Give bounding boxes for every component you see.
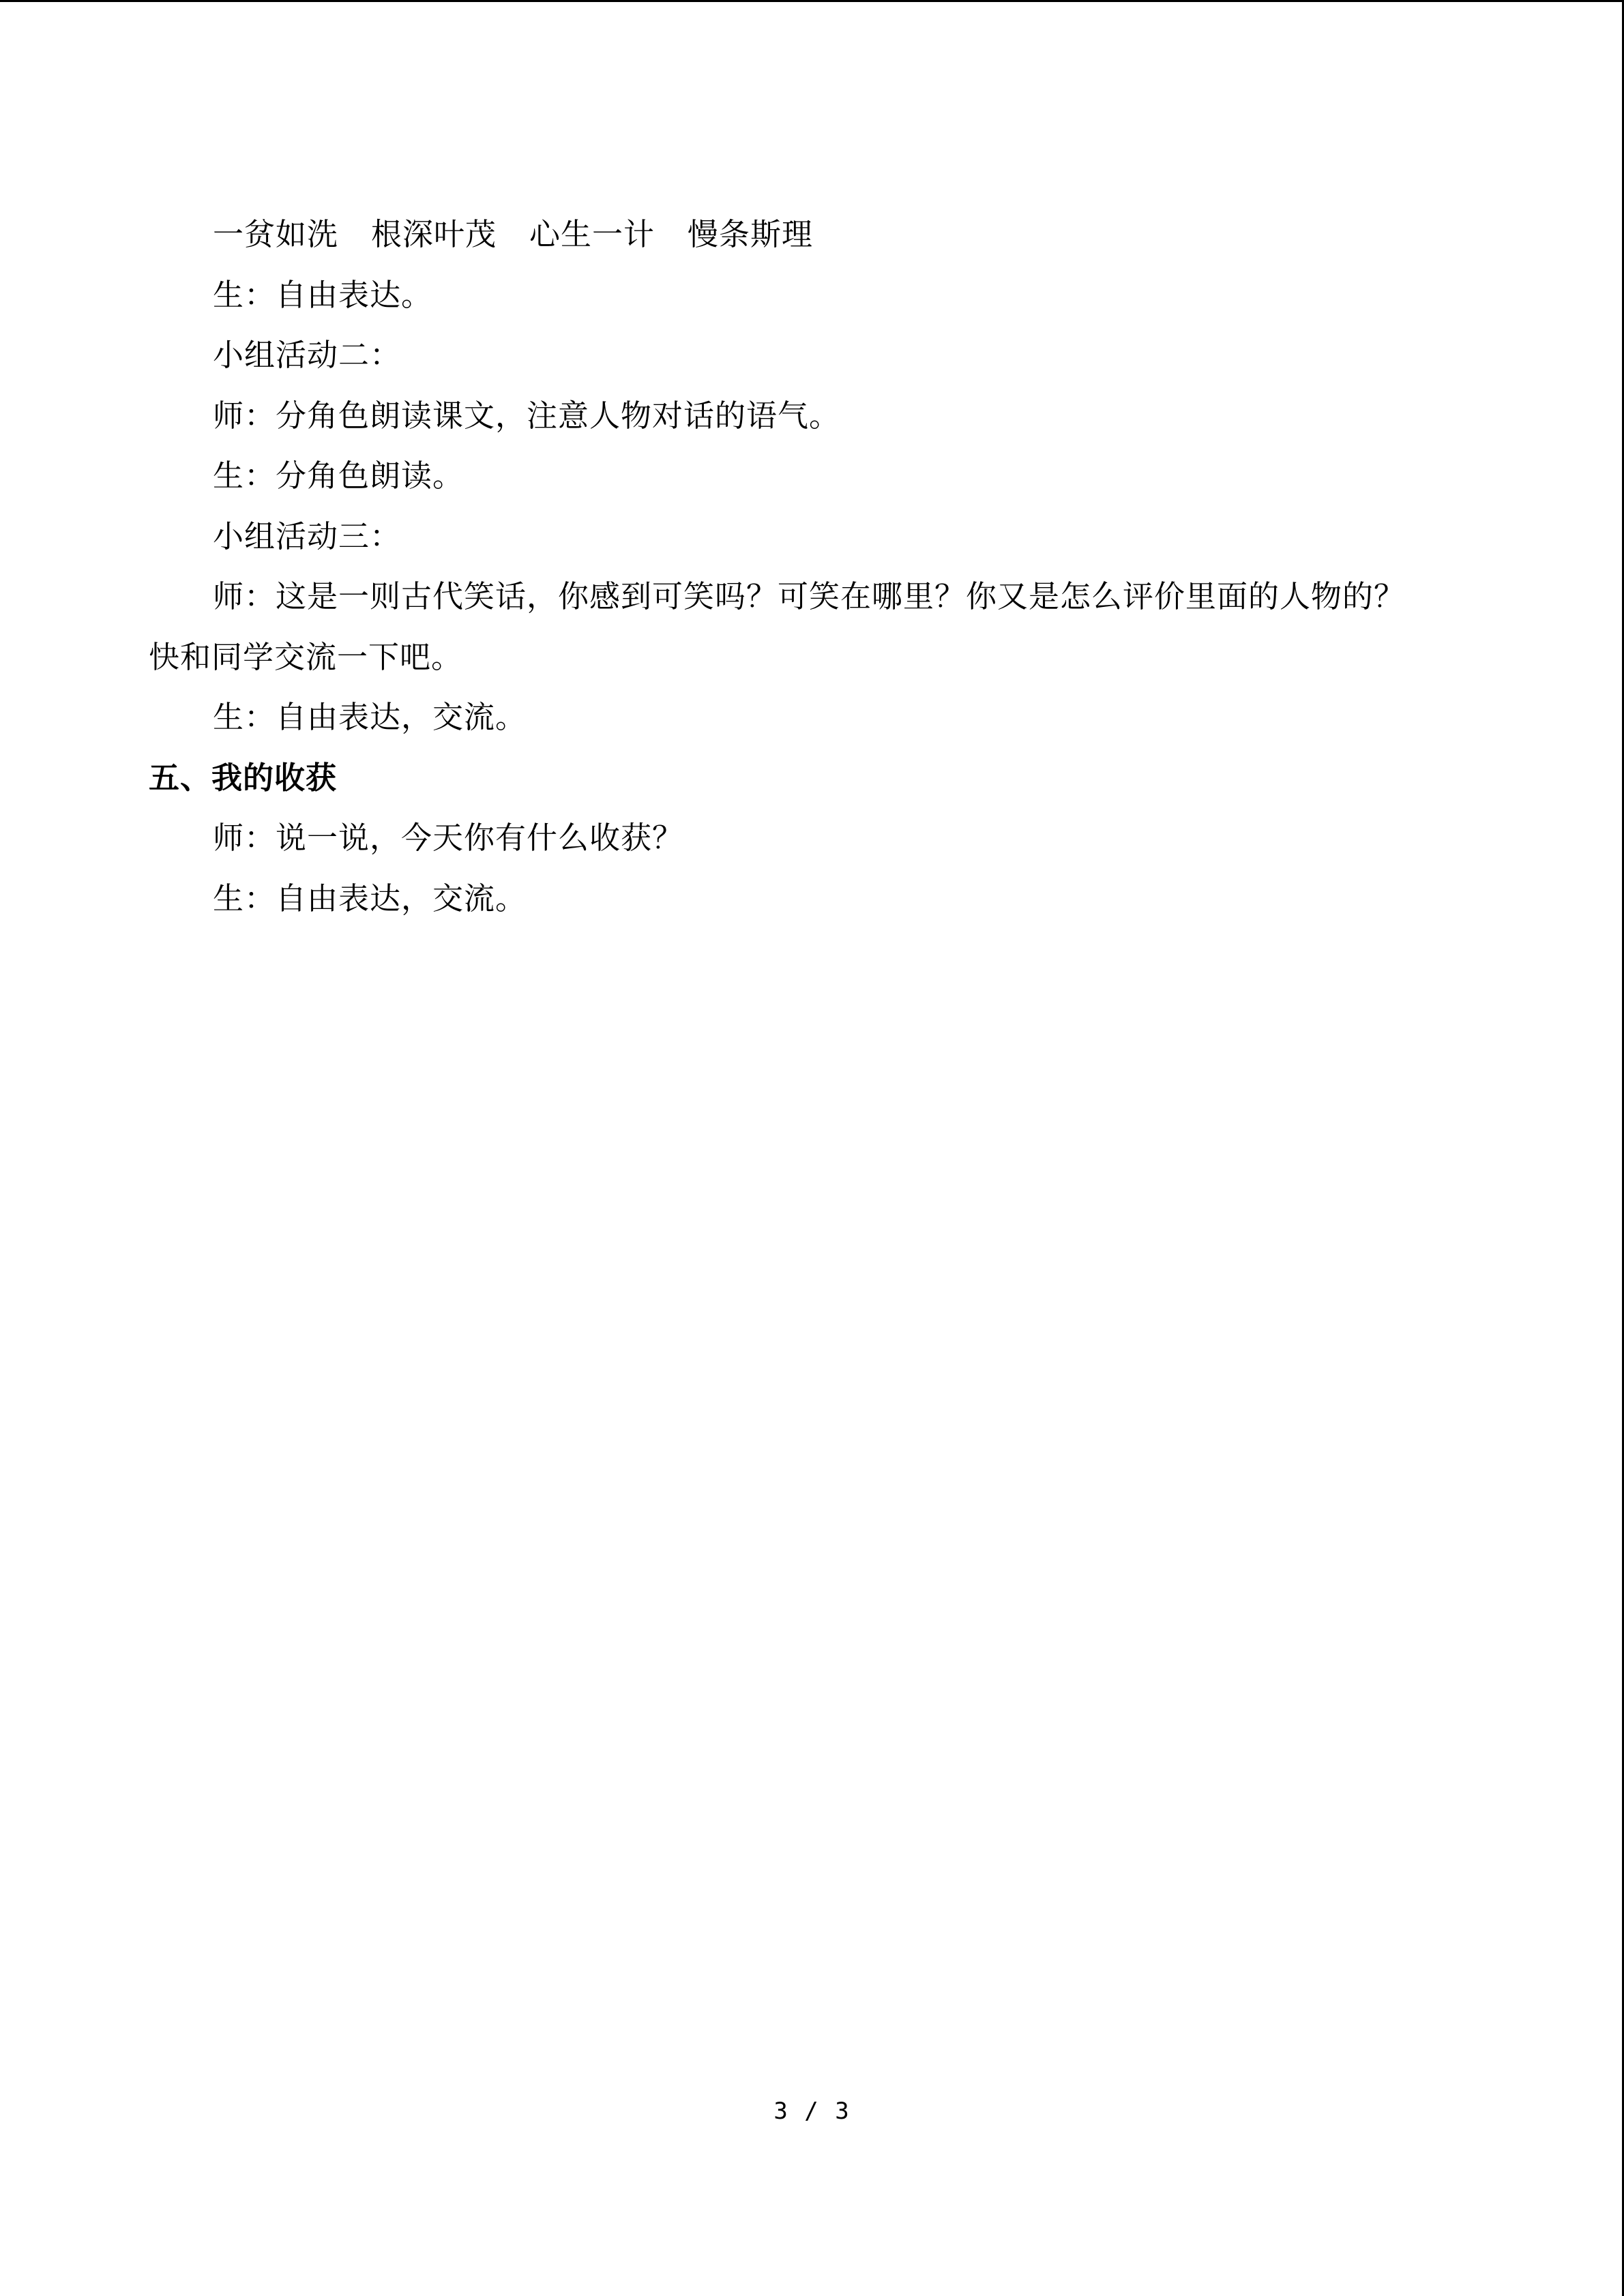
teacher-instruction-line: 师：分角色朗读课文，注意人物对话的语气。 [213, 397, 841, 434]
page-number: 3 / 3 [773, 2098, 851, 2125]
student-response-line: 生：自由表达，交流。 [213, 880, 527, 916]
student-response-line: 生：分角色朗读。 [213, 458, 464, 494]
section-heading-my-harvest: 五、我的收获 [149, 759, 338, 796]
student-response-line: 生：自由表达，交流。 [213, 699, 527, 735]
idiom-item: 慢条斯理 [688, 216, 814, 252]
top-border-line [0, 0, 1624, 2]
idiom-item: 一贫如洗 [213, 216, 339, 252]
teacher-question-line: 师：这是一则古代笑话，你感到可笑吗？可笑在哪里？你又是怎么评价里面的人物的？ [213, 578, 1406, 614]
teacher-question-line: 师：说一说，今天你有什么收获？ [213, 820, 684, 856]
idiom-item: 心生一计 [529, 216, 655, 252]
idiom-list [149, 205, 1458, 265]
teacher-question-continuation: 快和同学交流一下吧。 [149, 638, 463, 675]
idiom-item: 根深叶茂 [371, 216, 497, 252]
group-activity-3-label: 小组活动三： [213, 518, 402, 554]
document-page-body [149, 205, 1458, 929]
student-response-line: 生：自由表达。 [213, 276, 433, 313]
group-activity-2-label: 小组活动二： [213, 337, 402, 373]
